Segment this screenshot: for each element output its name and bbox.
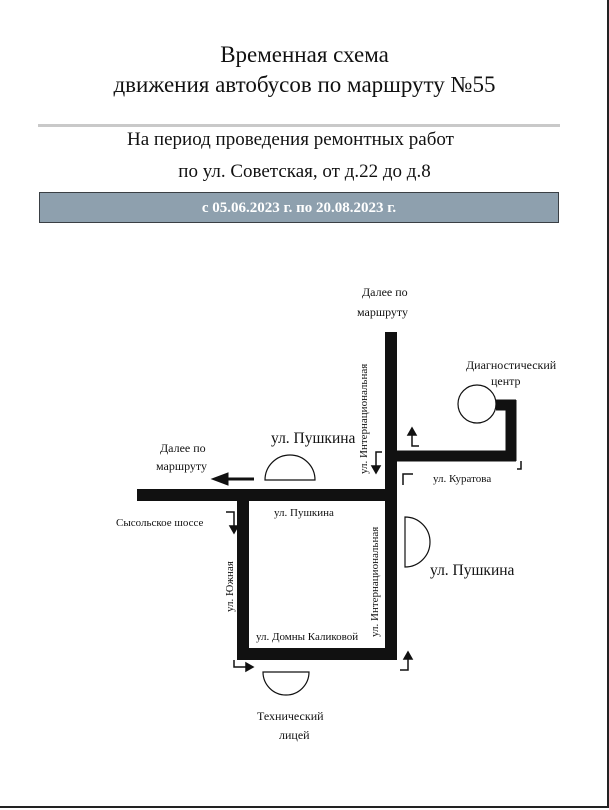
label-internatsionalnaya-top: ул. Интернациональная <box>358 363 370 474</box>
arrow-corner-sw-icon <box>234 660 253 671</box>
arrow-down-sysolskoe-icon <box>226 512 238 533</box>
stop-lyceum <box>263 672 309 695</box>
route-lines <box>137 332 516 660</box>
label-internatsionalnaya-lower: ул. Интернациональная <box>369 526 381 637</box>
label-domny: ул. Домны Каликовой <box>256 631 359 643</box>
page-title-line1: Временная схема <box>220 42 389 67</box>
label-pushkina-right: ул. Пушкина <box>430 562 515 579</box>
label-diagnostic-2: центр <box>491 374 521 388</box>
arrow-left-icon <box>212 473 254 485</box>
label-lyceum-1: Технический <box>257 709 324 723</box>
label-yuzhnaya: ул. Южная <box>224 561 236 612</box>
arrow-up-turn-icon <box>408 428 419 446</box>
subtitle-line2: по ул. Советская, от д.22 до д.8 <box>178 161 431 182</box>
label-next-route-left-1: Далее по <box>160 441 206 455</box>
label-sysolskoe: Сысольское шоссе <box>116 517 204 529</box>
stop-diagnostic <box>458 385 496 423</box>
label-diagnostic-1: Диагностический <box>466 358 557 372</box>
arrow-right-up-icon <box>517 461 521 469</box>
arrow-kuratova-icon <box>403 474 413 485</box>
stop-pushkina-right <box>405 517 430 567</box>
stop-pushkina-top <box>265 455 315 480</box>
label-pushkina-inner: ул. Пушкина <box>274 507 334 519</box>
subtitle-line1: На период проведения ремонтных работ <box>127 129 454 150</box>
label-lyceum-2: лицей <box>279 728 310 742</box>
label-next-route-top-2: маршруту <box>357 305 409 319</box>
label-next-route-left-2: маршруту <box>156 459 208 473</box>
page-title-line2: движения автобусов по маршруту №55 <box>113 72 496 97</box>
label-pushkina-top: ул. Пушкина <box>271 430 356 447</box>
arrow-corner-se-icon <box>400 652 412 670</box>
label-kuratova: ул. Куратова <box>433 473 492 485</box>
label-next-route-top-1: Далее по <box>362 285 408 299</box>
arrow-down-internatsionalnaya-icon <box>372 452 382 473</box>
date-range-banner: с 05.06.2023 г. по 20.08.2023 г. <box>39 192 559 223</box>
